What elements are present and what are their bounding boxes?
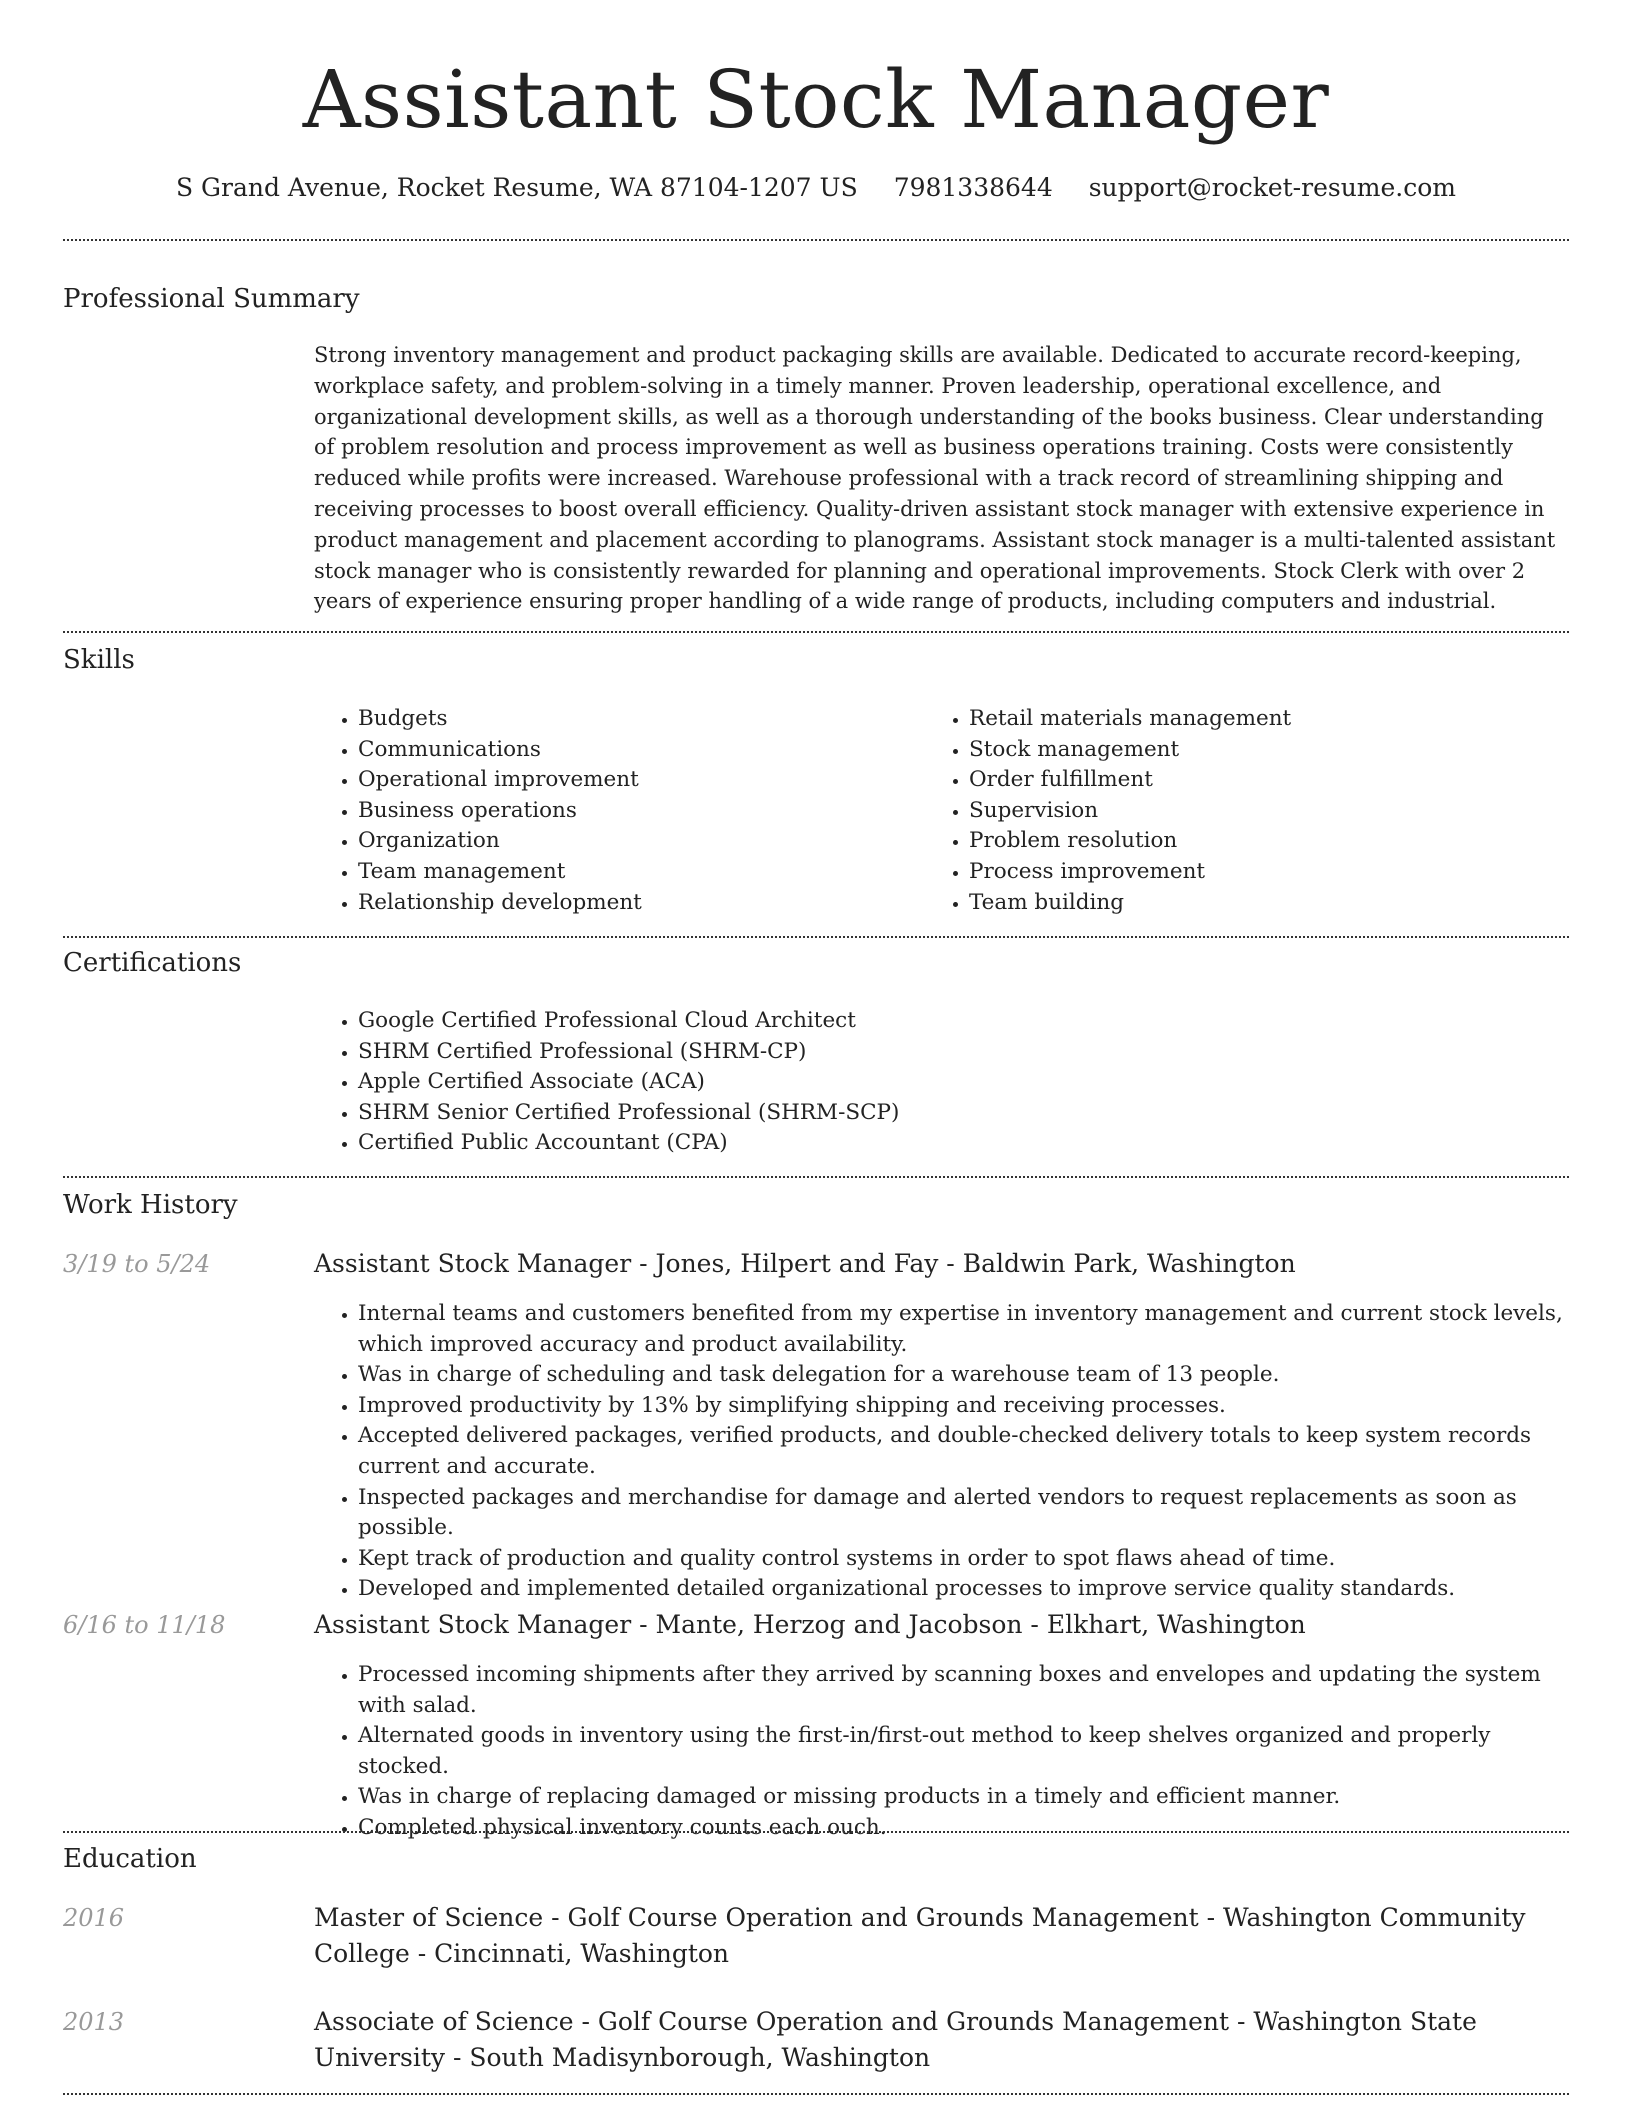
job-heading: Assistant Stock Manager - Jones, Hilpert and Fay - Baldwin Park, Washington [314, 1249, 1296, 1278]
contact-address: S Grand Avenue, Rocket Resume, WA 87104-1207 US [175, 173, 858, 202]
certification-item: • Google Certified Professional Cloud Architect [358, 1006, 899, 1037]
summary-paragraph: Strong inventory management and product packaging skills are available. Dedicated to accurate record-keeping, workplace safety, and problem-solving in a timely manner. Proven leadership, operational excellence, and organizational development skills, as well as a thorough understanding of the books business. Clear understanding of problem resolution and process improvement as well as business operations training. Costs were consistently reduced while profits were increased. Warehouse professional with a track record of streamlining shipping and receiving processes to boost overall efficiency. Quality-driven assistant stock manager with extensive experience in product management and placement according to planograms. Assistant stock manager is a multi-talented assistant stock manager who is consistently rewarded for planning and operational improvements. Stock Clerk with over 2 years of experience ensuring proper handling of a wide range of products, including computers and industrial. [314, 343, 1556, 614]
contact-phone: 7981338644 [893, 173, 1053, 202]
section-divider [63, 936, 1569, 938]
job-bullet-list [314, 1299, 1570, 1605]
section-divider [63, 631, 1569, 633]
section-title-summary: Professional Summary [63, 284, 360, 314]
contact-email: support@rocket-resume.com [1088, 173, 1457, 202]
skill-item: • Team building [969, 888, 1291, 919]
job-bullet-list [314, 1660, 1570, 1844]
skill-item: • Relationship development [358, 888, 642, 919]
skill-item: • Order fulfillment [969, 765, 1291, 796]
section-divider [63, 1831, 1569, 1833]
job-bullets-block [314, 1299, 1570, 1605]
skill-item: • Team management [358, 857, 642, 888]
education-entry: Associate of Science - Golf Course Operation and Grounds Management - Washington State University - South Madisynborough, Washington [314, 2007, 1477, 2072]
job-bullet: • Improved productivity by 13% by simplifying shipping and receiving processes. [358, 1391, 1570, 1422]
job-bullet: • Inspected packages and merchandise for damage and alerted vendors to request replacements as soon as possible. [358, 1483, 1570, 1544]
job-bullet: • Developed and implemented detailed organizational processes to improve service quality standards. [358, 1574, 1570, 1605]
education-entry: Master of Science - Golf Course Operation and Grounds Management - Washington Community College - Cincinnati, Washington [314, 1903, 1526, 1968]
skills-list-left [314, 704, 642, 918]
education-year: 2013 [63, 2008, 125, 2036]
skill-item: • Supervision [969, 796, 1291, 827]
skill-item: • Process improvement [969, 857, 1291, 888]
job-bullet: • Was in charge of replacing damaged or missing products in a timely and efficient manner. [358, 1782, 1570, 1813]
certification-item: • SHRM Senior Certified Professional (SHRM-SCP) [358, 1098, 899, 1129]
section-title-education: Education [63, 1844, 197, 1874]
resume-name-heading: Assistant Stock Manager [302, 53, 1330, 146]
job-bullet: • Was in charge of scheduling and task delegation for a warehouse team of 13 people. [358, 1360, 1570, 1391]
job-bullet: • Processed incoming shipments after they arrived by scanning boxes and envelopes and updating the system with salad. [358, 1660, 1570, 1721]
section-title-skills: Skills [63, 645, 135, 675]
skill-item: • Operational improvement [358, 765, 642, 796]
skills-list-right [925, 704, 1291, 918]
skill-item: • Organization [358, 826, 642, 857]
certification-item: • Certified Public Accountant (CPA) [358, 1128, 899, 1159]
education-year: 2016 [63, 1904, 125, 1932]
job-dates: 3/19 to 5/24 [63, 1250, 211, 1278]
job-bullets-block [314, 1660, 1570, 1844]
section-divider [63, 239, 1569, 241]
certification-item: • Apple Certified Associate (ACA) [358, 1067, 899, 1098]
section-divider [63, 2093, 1569, 2095]
skills-column-left [314, 704, 642, 918]
job-dates: 6/16 to 11/18 [63, 1611, 226, 1639]
skill-item: • Stock management [969, 735, 1291, 766]
job-bullet: • Completed physical inventory counts each ouch. [358, 1813, 1570, 1844]
section-title-certifications: Certifications [63, 948, 242, 978]
skill-item: • Retail materials management [969, 704, 1291, 735]
skill-item: • Communications [358, 735, 642, 766]
certifications-list [314, 1006, 899, 1159]
section-divider [63, 1176, 1569, 1178]
skill-item: • Business operations [358, 796, 642, 827]
job-bullet: • Kept track of production and quality control systems in order to spot flaws ahead of time. [358, 1544, 1570, 1575]
job-bullet: • Alternated goods in inventory using the first-in/first-out method to keep shelves organized and properly stocked. [358, 1721, 1570, 1782]
job-bullet: • Internal teams and customers benefited from my expertise in inventory management and current stock levels, which improved accuracy and product availability. [358, 1299, 1570, 1360]
skills-column-right [925, 704, 1291, 918]
job-bullet: • Accepted delivered packages, verified products, and double-checked delivery totals to keep system records current and accurate. [358, 1421, 1570, 1482]
contact-line [0, 168, 1632, 208]
skill-item: • Problem resolution [969, 826, 1291, 857]
certification-item: • SHRM Certified Professional (SHRM-CP) [358, 1037, 899, 1068]
skill-item: • Budgets [358, 704, 642, 735]
certifications-block [314, 1006, 899, 1159]
job-heading: Assistant Stock Manager - Mante, Herzog and Jacobson - Elkhart, Washington [314, 1610, 1306, 1639]
section-title-work-history: Work History [63, 1190, 238, 1220]
